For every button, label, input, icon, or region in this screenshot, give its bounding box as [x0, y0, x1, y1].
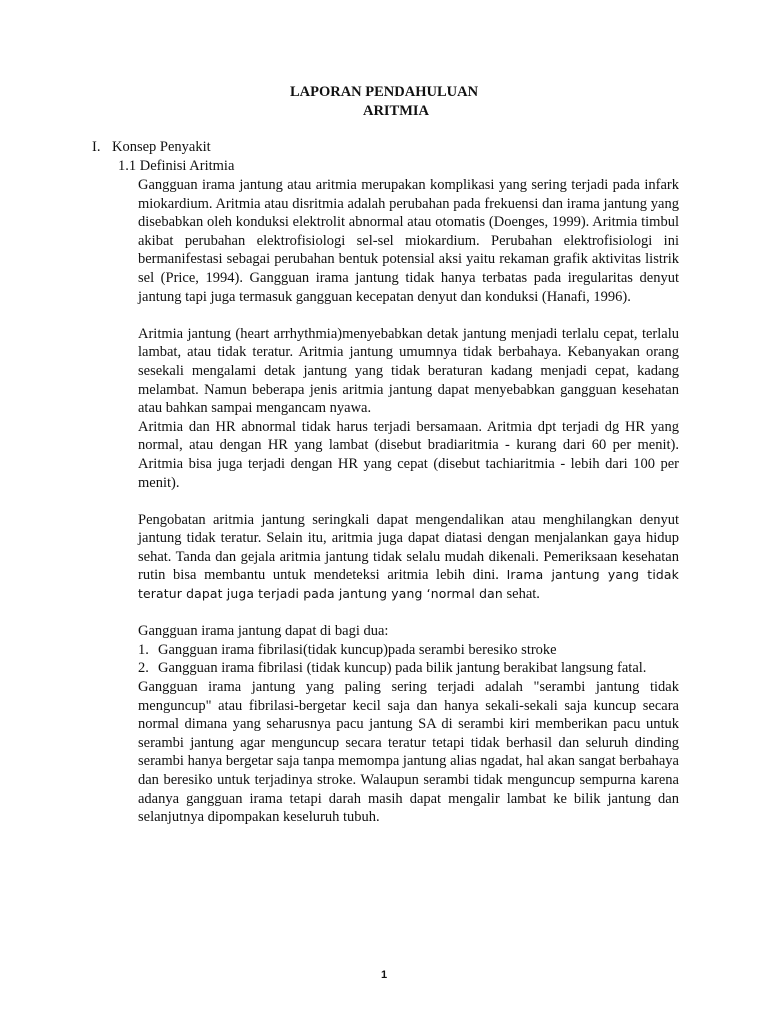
- paragraph-hr-abnormal: Aritmia dan HR abnormal tidak harus terjadi bersamaan. Aritmia dpt terjadi dg HR yang normal, atau dengan HR yang lambat (disebut bradiaritmia - kurang dari 60 per menit). Aritmia bisa juga terjadi dengan HR yang cepat (disebut tachiaritmia - lebih dari 100 per menit).: [138, 418, 679, 491]
- page-number: 1: [380, 969, 388, 981]
- list-item-number: 2.: [138, 660, 149, 677]
- section-heading: [92, 138, 211, 157]
- paragraph-treatment-text: Pengobatan aritmia jantung seringkali dapat mengendalikan atau menghilangkan denyut jantung tidak teratur. Selain itu, aritmia juga dapat diatasi dengan menjalankan gaya hidup sehat. Tanda dan gejala aritmia jantung tidak selalu mudah dikenali. Pemeriksaan kesehatan rutin bisa membantu untuk mendeteksi aritmia lebih dini.: [138, 511, 679, 584]
- list-item: [138, 641, 679, 660]
- document-title: LAPORAN PENDAHULUAN: [289, 84, 479, 100]
- subsection-heading: 1.1 Definisi Aritmia: [118, 158, 235, 174]
- paragraph-heart-arrhythmia: Aritmia jantung (heart arrhythmia)menyebabkan detak jantung menjadi terlalu cepat, terlalu lambat, atau tidak teratur. Aritmia jantung umumnya tidak berbahaya. Kebanyakan orang sesekali mengalami detak jantung yang tidak beraturan kadang menjadi cepat, kadang melambat. Namun beberapa jenis aritmia jantung dapat menyebabkan gangguan kesehatan atau bahkan sampai mengancam nyawa.: [138, 325, 679, 417]
- paragraph-treatment-sans-text: Irama jantung yang tidak teratur dapat juga terjadi pada jantung yang ‘normal dan: [138, 567, 679, 602]
- list-item: [138, 659, 679, 678]
- document-body: [138, 176, 679, 827]
- document-subtitle: ARITMIA: [362, 103, 430, 119]
- section-title: Konsep Penyakit: [112, 139, 211, 155]
- paragraph-treatment: [138, 511, 679, 604]
- list-intro: Gangguan irama jantung dapat di bagi dua:: [138, 623, 389, 640]
- list-item-text: Gangguan irama fibrilasi(tidak kuncup)pada serambi beresiko stroke: [158, 641, 557, 658]
- section-number: I.: [92, 139, 101, 155]
- paragraph-definition: Gangguan irama jantung atau aritmia merupakan komplikasi yang sering terjadi pada infark miokardium. Aritmia atau disritmia adalah perubahan pada frekuensi dan irama jantung yang disebabkan oleh konduksi elektrolit abnormal atau otomatis (Doenges, 1999). Aritmia timbul akibat perubahan elektrofisiologi sel-sel miokardium. Perubahan elektrofisiologi ini bermanifestasi sebagai perubahan bentuk potensial aksi yaitu rekaman grafik aktivitas listrik sel (Price, 1994). Gangguan irama jantung tidak hanya terbatas pada iregularitas denyut jantung tapi juga termasuk gangguan kecepatan denyut dan konduksi (Hanafi, 1996).: [138, 177, 679, 305]
- paragraph-atrial-fibrillation: Gangguan irama jantung yang paling sering terjadi adalah "serambi jantung tidak menguncup" atau fibrilasi-bergetar kecil saja dan hanya sekali-sekali saja kuncup secara normal dimana yang seharusnya pacu jantung SA di serambi kiri memberikan pacu untuk serambi jantung agar menguncup secara teratur tetapi tidak berhasil dan seluruh dinding serambi hanya bergetar saja tanpa memompa jantung alias ngadat, hal akan sangat berbahaya dan beresiko untuk terjadinya stroke. Walaupun serambi tidak menguncup sempurna karena adanya gangguan irama tetapi darah masih dapat mengalir lambat ke bilik jantung dan selanjutnya dipompakan keseluruh tubuh.: [138, 679, 679, 826]
- arrhythmia-types-list: [138, 641, 679, 678]
- list-item-number: 1.: [138, 641, 149, 658]
- paragraph-treatment-end: sehat.: [506, 586, 540, 603]
- list-item-text: Gangguan irama fibrilasi (tidak kuncup) pada bilik jantung berakibat langsung fatal.: [158, 660, 647, 677]
